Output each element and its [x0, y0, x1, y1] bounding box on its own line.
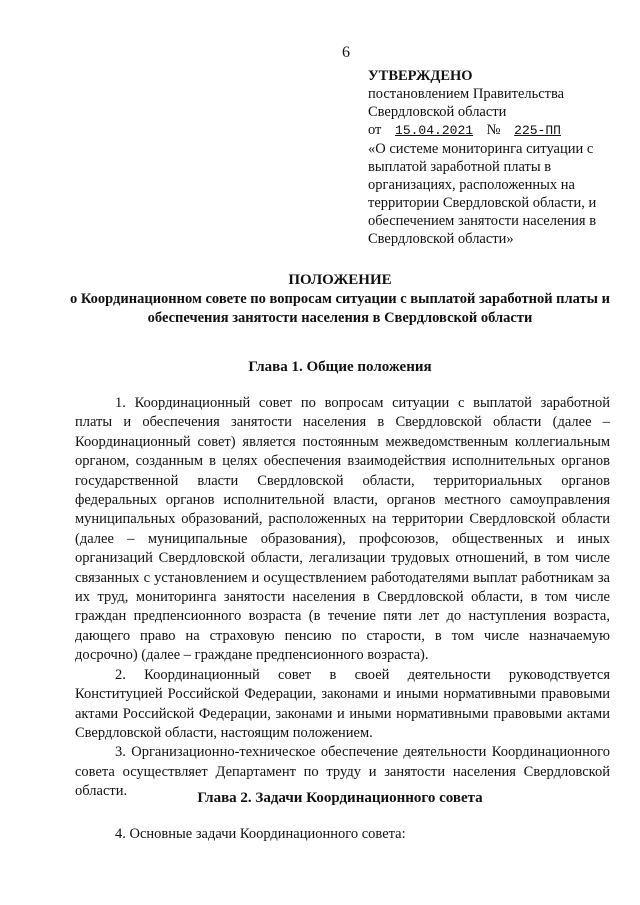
- paragraph-2: 2. Координационный совет в своей деятельности руководствуется Конституцией Российской Федерации, законами и иными нормативными правовыми актами Российской Федерации, законами и иными нормативными правовыми актами Свердловской области, настоящим положением.: [75, 666, 610, 741]
- approval-date-row: [368, 121, 618, 140]
- paragraph-4: 4. Основные задачи Координационного совета:: [115, 826, 406, 842]
- date-value: 15.04.2021: [395, 123, 474, 138]
- paragraph-1: 1. Координационный совет по вопросам ситуации с выплатой заработной платы и обеспечения занятости населения в Свердловской области (далее – Координационный совет) является постоянным межведомственным коллегиальным органом, созданным в целях обеспечения взаимодействия исполнительных органов государственной власти Свердловской области, территориальных органов федеральных органов исполнительной власти, органов местного самоуправления муниципальных образований, расположенных на территории Свердловской области (далее – муниципальные образования), профсоюзов, общественных и иных организаций Свердловской области, легализации трудовых отношений, в том числе связанных с установлением и осуществлением работодателями выплат работникам за их труд, мониторинга занятости населения в Свердловской области, в том числе граждан предпенсионного возраста (в течение пяти лет до наступления возраста, дающего право на страховую пенсию по старости, в том числе назначаемую досрочно) (далее – граждане предпенсионного возраста).: [75, 395, 610, 664]
- document-title: ПОЛОЖЕНИЕ: [288, 272, 392, 288]
- chapter-1-title: Глава 1. Общие положения: [248, 359, 432, 375]
- approval-heading: УТВЕРЖДЕНО: [368, 68, 473, 84]
- approval-block: [368, 67, 618, 248]
- paragraph-3: 3. Организационно-техническое обеспечение деятельности Координационного совета осуществляет Департамент по труду и занятости населения Свердловской области.: [75, 744, 610, 800]
- number-value: 225-ПП: [514, 123, 561, 138]
- chapter-2-title: Глава 2. Задачи Координационного совета: [197, 790, 483, 806]
- page-number: 6: [342, 44, 350, 61]
- chapter-1-body: [75, 394, 610, 802]
- document-subtitle: о Координационном совете по вопросам ситуации с выплатой заработной платы и обеспечения занятости населения в Свердловской области: [70, 291, 610, 326]
- approval-line-2: Свердловской области: [368, 104, 507, 120]
- approval-line-1: постановлением Правительства: [368, 86, 565, 102]
- chapter-2-body: [75, 825, 610, 844]
- approval-subject: «О системе мониторинга ситуации с выплатой заработной платы в организациях, расположенных на территории Свердловской области, и обеспечением занятости населения в Свердловской области»: [368, 141, 597, 247]
- date-prefix: от: [368, 122, 382, 138]
- document-title-block: [70, 271, 610, 328]
- number-prefix: №: [486, 122, 501, 138]
